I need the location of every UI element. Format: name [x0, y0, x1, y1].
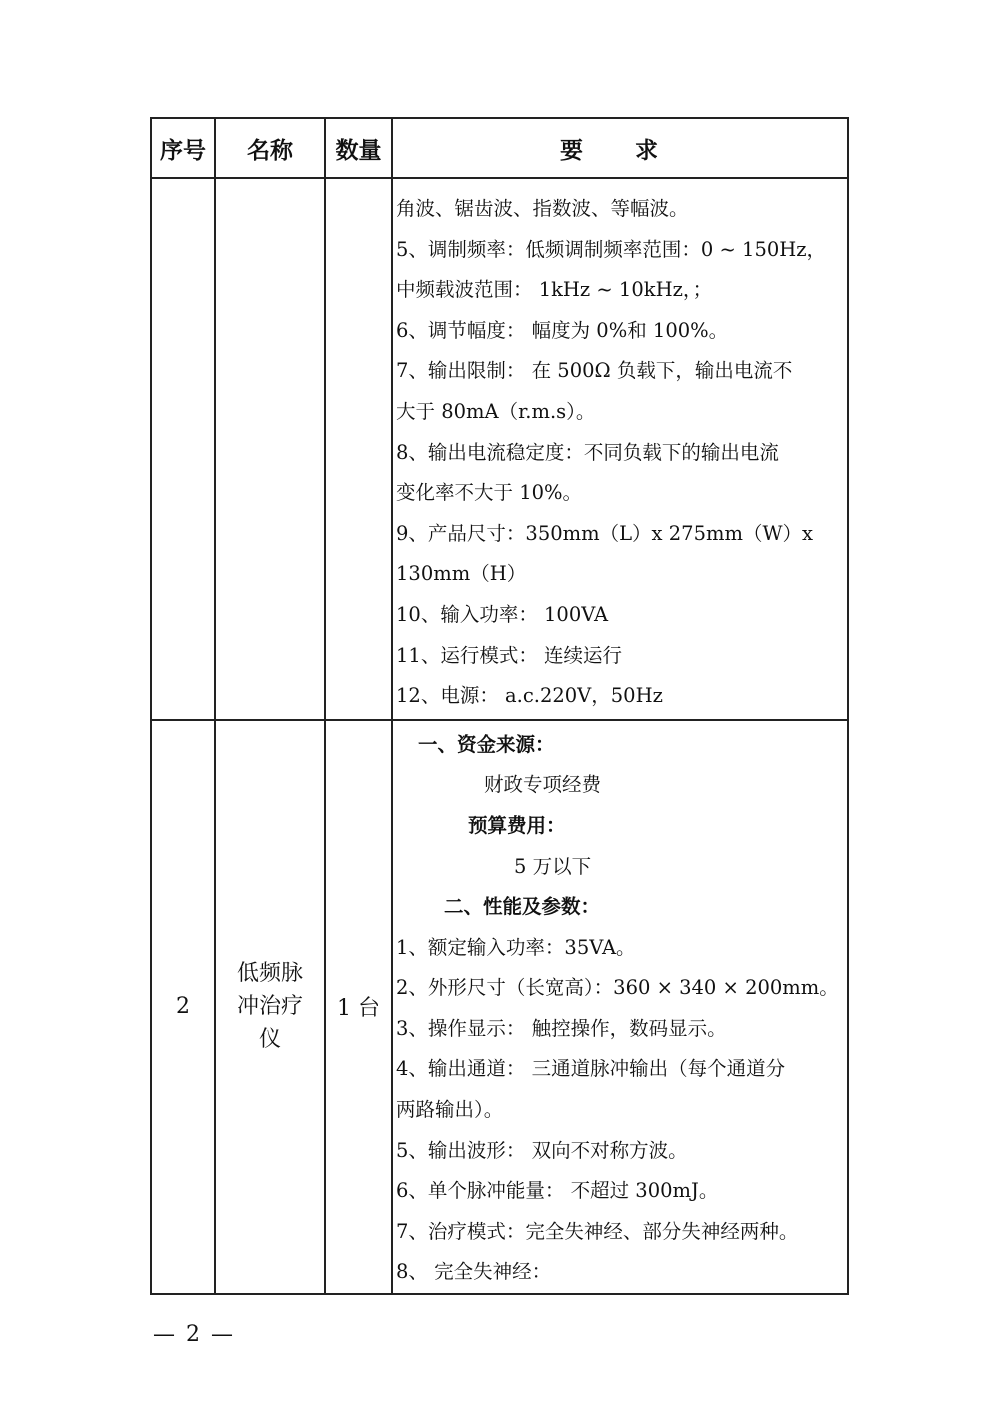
requirement-line: 5、输出波形： 双向不对称方波。 [396, 1138, 688, 1162]
requirements-cell [392, 178, 848, 720]
serial-cell [151, 178, 215, 720]
header-serial: 序号 [151, 118, 215, 178]
budget-value: 5 万以下 [514, 854, 592, 878]
header-quantity: 数量 [325, 118, 392, 178]
table-row [151, 720, 848, 1294]
requirement-line: 6、调节幅度： 幅度为 0%和 100%。 [396, 318, 729, 342]
header-name: 名称 [215, 118, 325, 178]
requirement-line: 2、外形尺寸（长宽高）：360 × 340 × 200mm。 [396, 976, 839, 1000]
requirement-line: 6、单个脉冲能量： 不超过 300mJ。 [396, 1179, 719, 1203]
requirement-line: 130mm（H） [396, 562, 527, 586]
requirement-line: 11、运行模式： 连续运行 [396, 643, 623, 667]
funding-title: 一、资金来源： [418, 732, 555, 756]
name-cell [215, 178, 325, 720]
table-row [151, 178, 848, 720]
budget-title: 预算费用： [468, 813, 566, 837]
name-line: 仪 [258, 1027, 281, 1053]
requirement-line: 9、产品尺寸：350mm（L）x 275mm（W）x [396, 521, 813, 545]
requirement-line: 10、输入功率： 100VA [396, 602, 609, 626]
page-number: — 2 — [153, 1322, 235, 1347]
requirement-line: 变化率不大于 10%。 [396, 481, 583, 505]
table-header-row [151, 118, 848, 178]
requirement-line: 4、输出通道： 三通道脉冲输出（每个通道分 [396, 1057, 786, 1081]
requirements-table [150, 117, 849, 1295]
funding-value: 财政专项经费 [484, 773, 602, 797]
name-line: 冲治疗 [236, 994, 303, 1020]
requirements-cell [392, 720, 848, 1294]
requirement-line: 大于 80mA（r.m.s）。 [396, 399, 596, 423]
requirement-line: 角波、锯齿波、指数波、等幅波。 [396, 197, 689, 220]
name-line: 低频脉 [236, 961, 303, 987]
requirement-line: 1、额定输入功率：35VA。 [396, 935, 636, 959]
performance-title: 二、性能及参数： [444, 895, 601, 919]
requirement-line: 中频载波范围： 1kHz ~ 10kHz，； [396, 278, 713, 302]
requirement-line: 3、操作显示： 触控操作，数码显示。 [396, 1016, 727, 1040]
requirement-line: 8、输出电流稳定度：不同负载下的输出电流 [396, 440, 779, 464]
requirement-line: 7、治疗模式：完全失神经、部分失神经两种。 [396, 1219, 799, 1243]
name-cell [215, 720, 325, 1294]
requirement-line: 12、电源： a.c.220V，50Hz [396, 684, 663, 708]
quantity-cell: 1 台 [325, 720, 392, 1294]
requirement-line: 两路输出）。 [396, 1098, 504, 1122]
header-requirements: 要 求 [392, 118, 848, 178]
requirement-line: 8、 完全失神经： [396, 1260, 552, 1284]
requirement-line: 7、输出限制： 在 500Ω 负载下，输出电流不 [396, 359, 793, 383]
serial-cell: 2 [151, 720, 215, 1294]
requirement-line: 5、调制频率：低频调制频率范围：0 ~ 150Hz， [396, 237, 827, 261]
quantity-cell [325, 178, 392, 720]
